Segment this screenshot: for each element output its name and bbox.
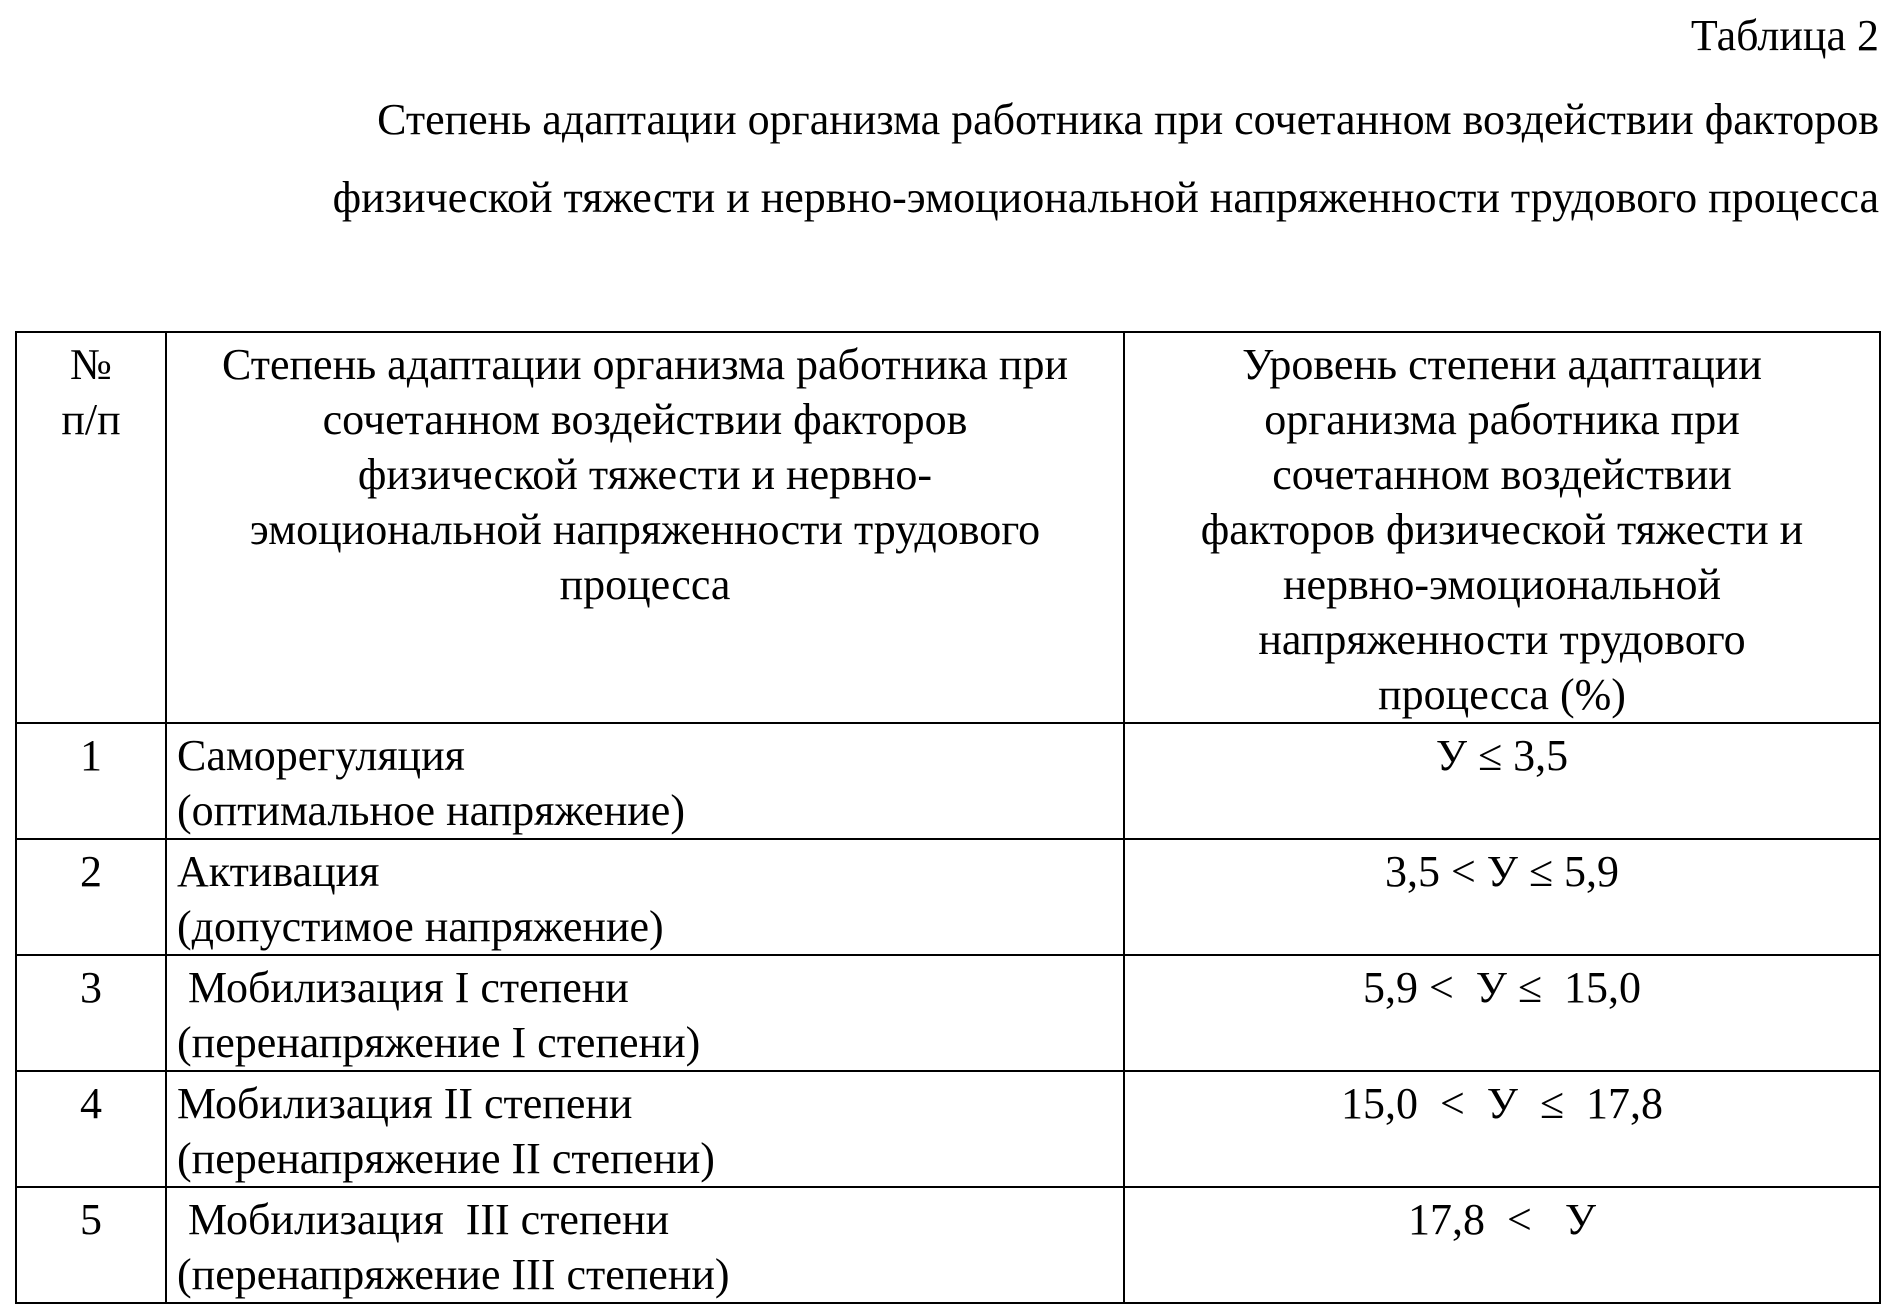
header-number-line: п/п <box>61 395 121 444</box>
row-level: 15,0 < У ≤ 17,8 <box>1124 1071 1880 1187</box>
row-degree <box>166 839 1124 955</box>
row-number: 4 <box>16 1071 166 1187</box>
header-level-line: Уровень степени адаптации <box>1242 340 1762 389</box>
row-degree-note: (допустимое напряжение) <box>177 902 664 951</box>
row-degree <box>166 1187 1124 1303</box>
table-row <box>16 723 1880 839</box>
header-number <box>16 332 166 723</box>
row-level: 3,5 < У ≤ 5,9 <box>1124 839 1880 955</box>
table-row <box>16 955 1880 1071</box>
row-number: 3 <box>16 955 166 1071</box>
header-level-line: процесса (%) <box>1378 670 1626 719</box>
header-degree-line: сочетанном воздействии факторов <box>322 395 968 444</box>
row-level: 5,9 < У ≤ 15,0 <box>1124 955 1880 1071</box>
header-level-line: факторов физической тяжести и <box>1200 505 1804 554</box>
row-level: 17,8 < У <box>1124 1187 1880 1303</box>
table-title-line-2: физической тяжести и нервно-эмоциональной напряженности трудового процесса <box>332 173 1879 222</box>
row-degree <box>166 955 1124 1071</box>
header-level <box>1124 332 1880 723</box>
row-number: 5 <box>16 1187 166 1303</box>
table-header-row <box>16 332 1880 723</box>
row-degree-name: Активация <box>177 847 380 896</box>
row-degree-note: (оптимальное напряжение) <box>177 786 685 835</box>
header-level-line: напряженности трудового <box>1258 615 1746 664</box>
header-degree-line: эмоциональной напряженности трудового <box>249 505 1041 554</box>
row-degree <box>166 723 1124 839</box>
header-degree-line: Степень адаптации организма работника при <box>221 340 1069 389</box>
table-title-line-1: Степень адаптации организма работника при сочетанном воздействии факторов <box>377 95 1879 144</box>
row-degree <box>166 1071 1124 1187</box>
row-level: У ≤ 3,5 <box>1124 723 1880 839</box>
row-degree-name: Мобилизация I степени <box>177 963 629 1012</box>
row-degree-name: Мобилизация II степени <box>177 1079 633 1128</box>
header-degree <box>166 332 1124 723</box>
row-degree-note: (перенапряжение I степени) <box>177 1018 701 1067</box>
adaptation-table <box>15 331 1881 1304</box>
header-level-line: нервно-эмоциональной <box>1282 560 1722 609</box>
header-degree-line: процесса <box>559 560 731 609</box>
header-level-line: организма работника при <box>1264 395 1740 444</box>
row-degree-name: Мобилизация III степени <box>177 1195 670 1244</box>
header-level-line: сочетанном воздействии <box>1272 450 1732 499</box>
table-row <box>16 1187 1880 1303</box>
table-row <box>16 839 1880 955</box>
table-label: Таблица 2 <box>1690 11 1879 60</box>
header-degree-line: физической тяжести и нервно- <box>357 450 933 499</box>
row-degree-name: Саморегуляция <box>177 731 465 780</box>
row-number: 1 <box>16 723 166 839</box>
row-degree-note: (перенапряжение III степени) <box>177 1250 730 1299</box>
table-row <box>16 1071 1880 1187</box>
row-number: 2 <box>16 839 166 955</box>
row-degree-note: (перенапряжение II степени) <box>177 1134 715 1183</box>
header-number-line: № <box>70 340 112 389</box>
